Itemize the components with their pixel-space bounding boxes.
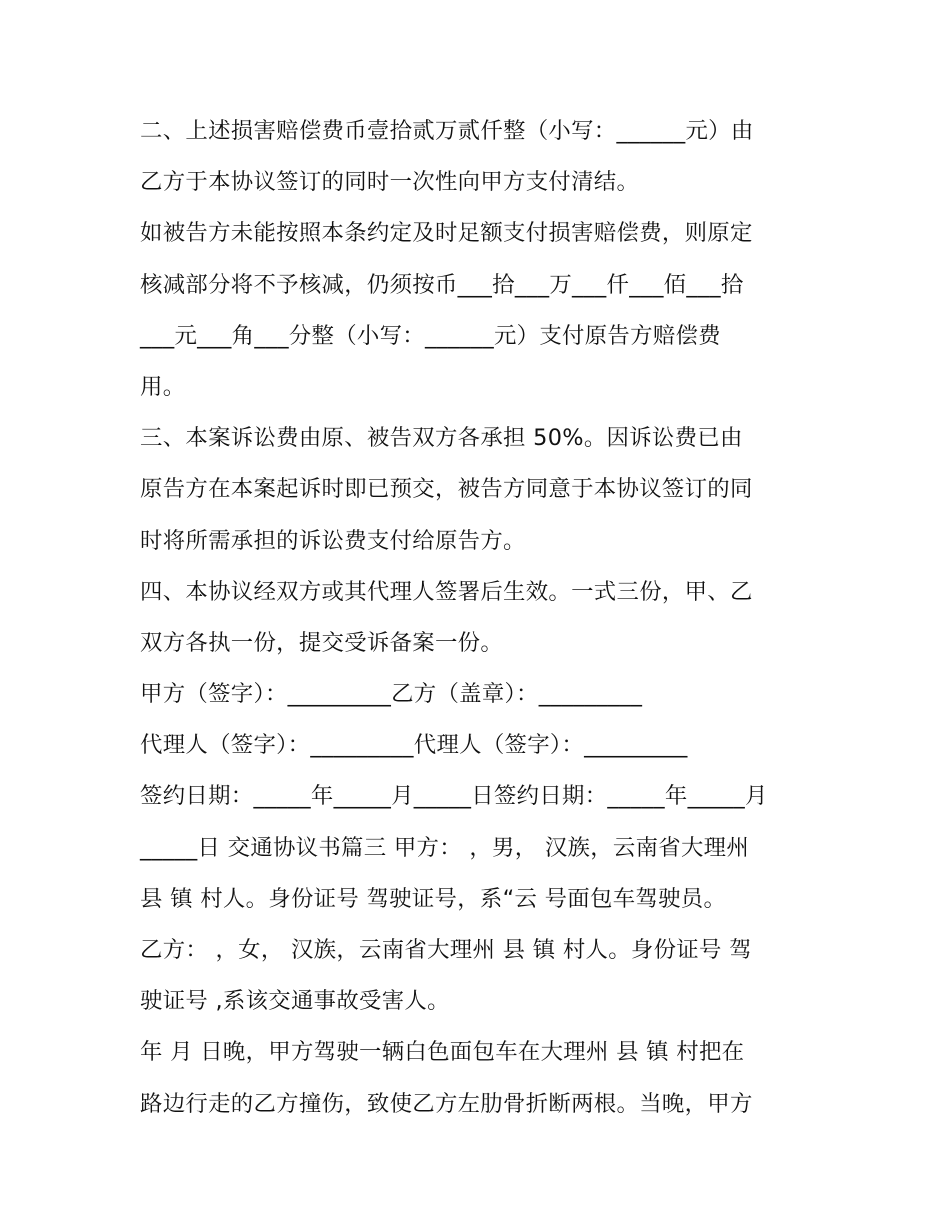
signing-date-line: 签约日期：_____年_____月_____日签约日期：_____年_____月 (140, 783, 768, 810)
text-line: 乙方于本协议签订的同时一次性向甲方支付清结。 (140, 169, 640, 196)
text-line: 双方各执一份，提交受诉备案一份。 (140, 629, 504, 656)
text-line: 四、本协议经双方或其代理人签署后生效。一式三份，甲、乙 (140, 578, 753, 605)
signature-line-party: 甲方（签字）：_________乙方（盖章）：_________ (140, 681, 643, 708)
signature-line-agent: 代理人（签字）：_________代理人（签字）：_________ (140, 732, 688, 759)
text-line: _____日 交通协议书篇三 甲方： ，男， 汉族，云南省大理州 (140, 834, 750, 861)
document-body (140, 106, 820, 1130)
text-line: ___元___角___分整（小写：______元）支付原告方赔偿费 (140, 322, 721, 349)
text-line: 用。 (140, 373, 186, 400)
text-line: 乙方： ，女， 汉族，云南省大理州 县 镇 村人。身份证号 驾 (140, 937, 752, 963)
text-line: 如被告方未能按照本条约定及时足额支付损害赔偿费，则原定 (140, 220, 753, 247)
text-line: 驶证号 ,系该交通事故受害人。 (140, 988, 450, 1015)
text-line: 原告方在本案起诉时即已预交，被告方同意于本协议签订的同 (140, 476, 753, 503)
text-line: 二、上述损害赔偿费币壹拾贰万贰仟整（小写：______元）由 (140, 118, 754, 144)
text-line: 年 月 日晚，甲方驾驶一辆白色面包车在大理州 县 镇 村把在 (140, 1039, 745, 1066)
text-line: 县 镇 村人。身份证号 驾驶证号，系“云 号面包车驾驶员。 (140, 885, 727, 912)
text-line: 三、本案诉讼费由原、被告双方各承担 50%。因诉讼费已由 (140, 425, 743, 452)
text-line: 路边行走的乙方撞伤，致使乙方左肋骨折断两根。当晚，甲方 (140, 1090, 753, 1117)
text-line: 时将所需承担的诉讼费支付给原告方。 (140, 527, 526, 554)
text-line: 核减部分将不予核减，仍须按币___拾___万___仟___佰___拾 (140, 271, 744, 298)
